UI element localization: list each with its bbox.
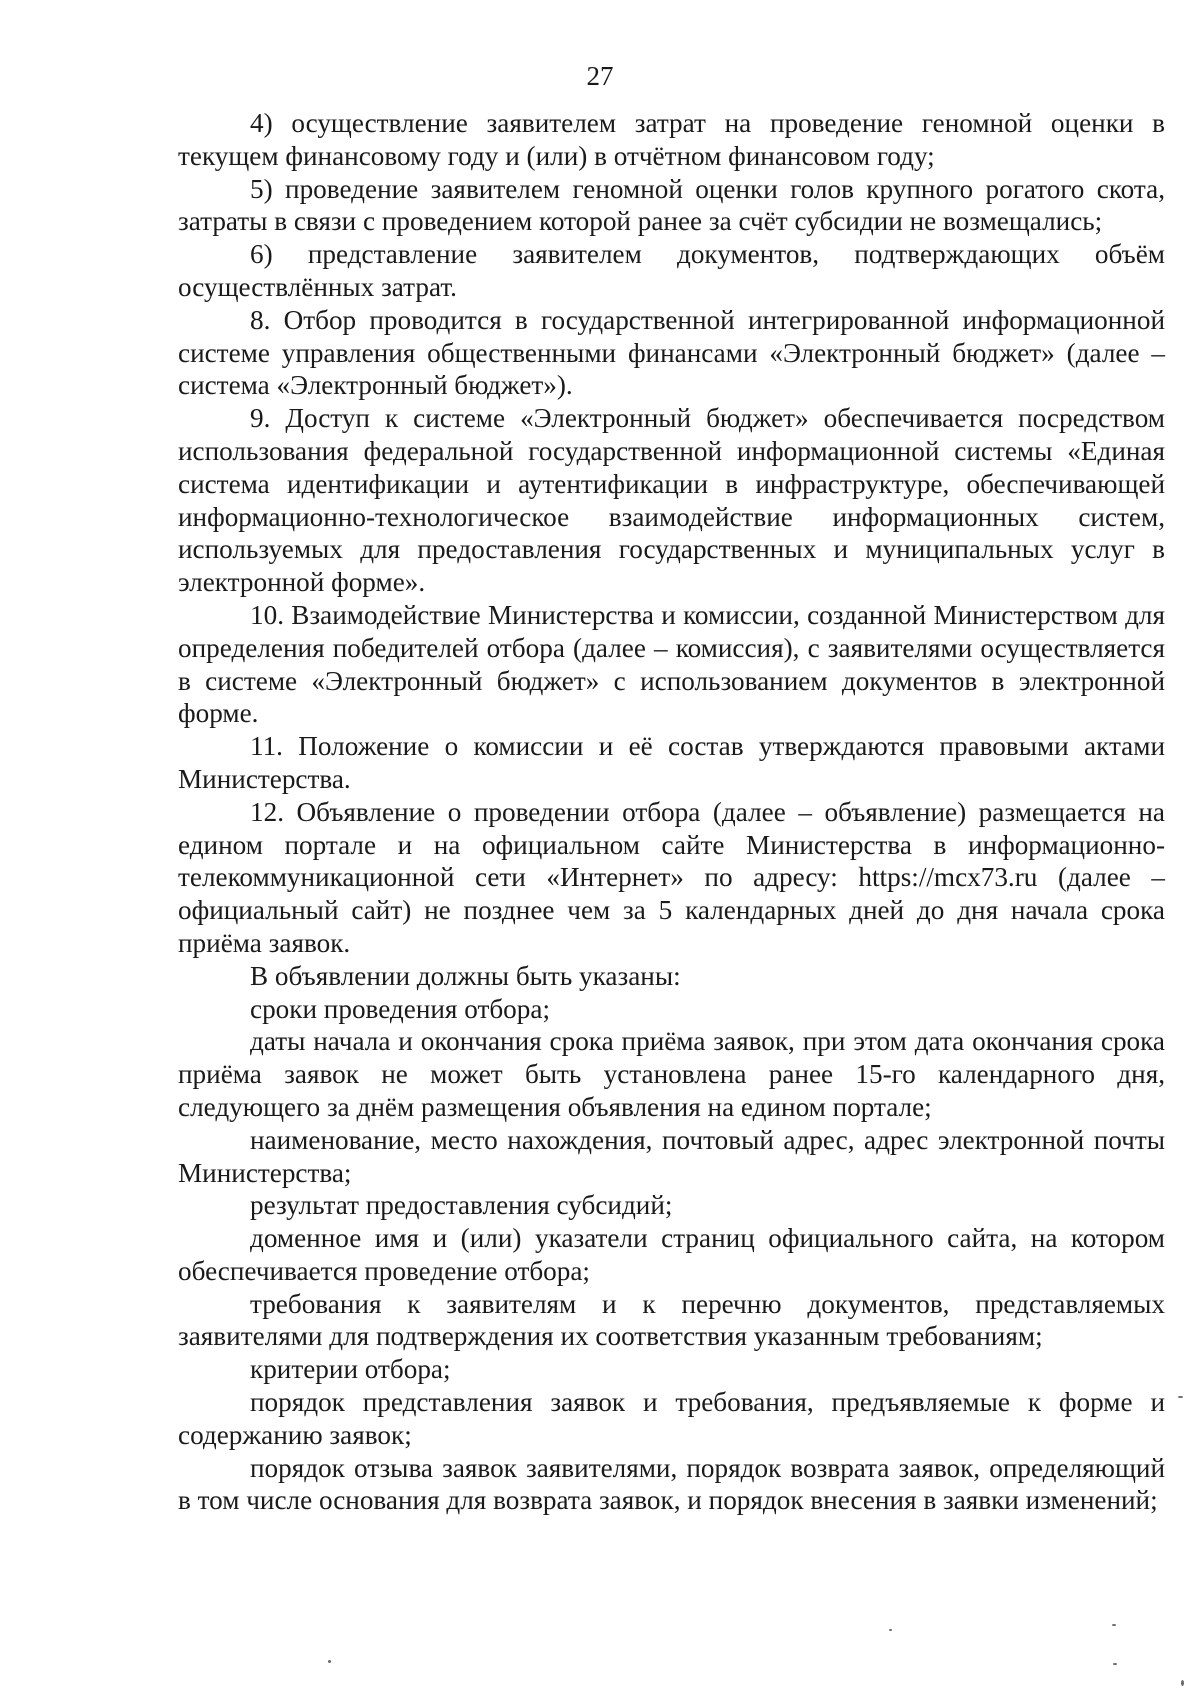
scan-speck <box>1178 1396 1183 1398</box>
scan-speck <box>1112 1624 1116 1626</box>
paragraph: 12. Объявление о проведении отбора (далее – объявление) размещается на едином портале и на официальном сайте Министерства в информационно-телекоммуникационной сети «Интернет» по адресу: https://mcx73.ru (далее – официальный сайт) не позднее чем за 5 календарных дней до дня начала срока приёма заявок. <box>178 796 1165 958</box>
paragraph: 9. Доступ к системе «Электронный бюджет» обеспечивается посредством использования федеральной государственной информационной системы «Единая система идентификации и аутентификации в инфраструктуре, обеспечивающей информационно-технологическое взаимодействие информационных систем, используемых для предоставления государственных и муниципальных услуг в электронной форме». <box>178 403 1165 598</box>
paragraph: доменное имя и (или) указатели страниц официального сайта, на котором обеспечивается проведение отбора; <box>178 1223 1165 1286</box>
paragraph: 6) представление заявителем документов, подтверждающих объём осуществлённых затрат. <box>178 239 1165 302</box>
paragraph: даты начала и окончания срока приёма заявок, при этом дата окончания срока приёма заявок не может быть установлена ранее 15-го календарного дня, следующего за днём размещения объявления на едином портале; <box>178 1026 1165 1122</box>
page-number: 27 <box>586 61 614 91</box>
paragraph: 8. Отбор проводится в государственной интегрированной информационной системе управления общественными финансами «Электронный бюджет» (далее – система «Электронный бюджет»). <box>178 304 1165 401</box>
paragraph: 5) проведение заявителем геномной оценки голов крупного рогатого скота, затраты в связи с проведением которой ранее за счёт субсидии не возмещались; <box>178 173 1165 237</box>
paragraph: 11. Положение о комиссии и её состав утверждаются правовыми актами Министерства. <box>178 731 1165 794</box>
paragraph: 4) осуществление заявителем затрат на проведение геномной оценки в текущем финансовому году и (или) в отчётном финансовом году; <box>178 108 1165 171</box>
paragraph: критерии отбора; <box>250 1354 451 1385</box>
scan-speck <box>1181 1680 1184 1686</box>
scan-speck <box>1113 1663 1117 1665</box>
paragraph: результат предоставления субсидий; <box>250 1190 673 1221</box>
paragraph: 10. Взаимодействие Министерства и комиссии, созданной Министерством для определения победителей отбора (далее – комиссия), с заявителями осуществляется в системе «Электронный бюджет» с использованием документов в электронной форме. <box>178 599 1165 729</box>
paragraph: требования к заявителям и к перечню документов, представляемых заявителями для подтверждения их соответствия указанным требованиям; <box>178 1288 1165 1352</box>
document-body <box>178 107 1165 1517</box>
paragraph: сроки проведения отбора; <box>250 993 550 1024</box>
paragraph: наименование, место нахождения, почтовый адрес, адрес электронной почты Министерства; <box>178 1124 1165 1188</box>
scan-speck <box>889 1629 892 1631</box>
paragraph: В объявлении должны быть указаны: <box>250 960 681 991</box>
paragraph: порядок представления заявок и требования, предъявляемые к форме и содержанию заявок; <box>178 1387 1165 1450</box>
paragraph: порядок отзыва заявок заявителями, порядок возврата заявок, определяющий в том числе основания для возврата заявок, и порядок внесения в заявки изменений; <box>178 1452 1165 1516</box>
scan-speck <box>328 1660 331 1663</box>
